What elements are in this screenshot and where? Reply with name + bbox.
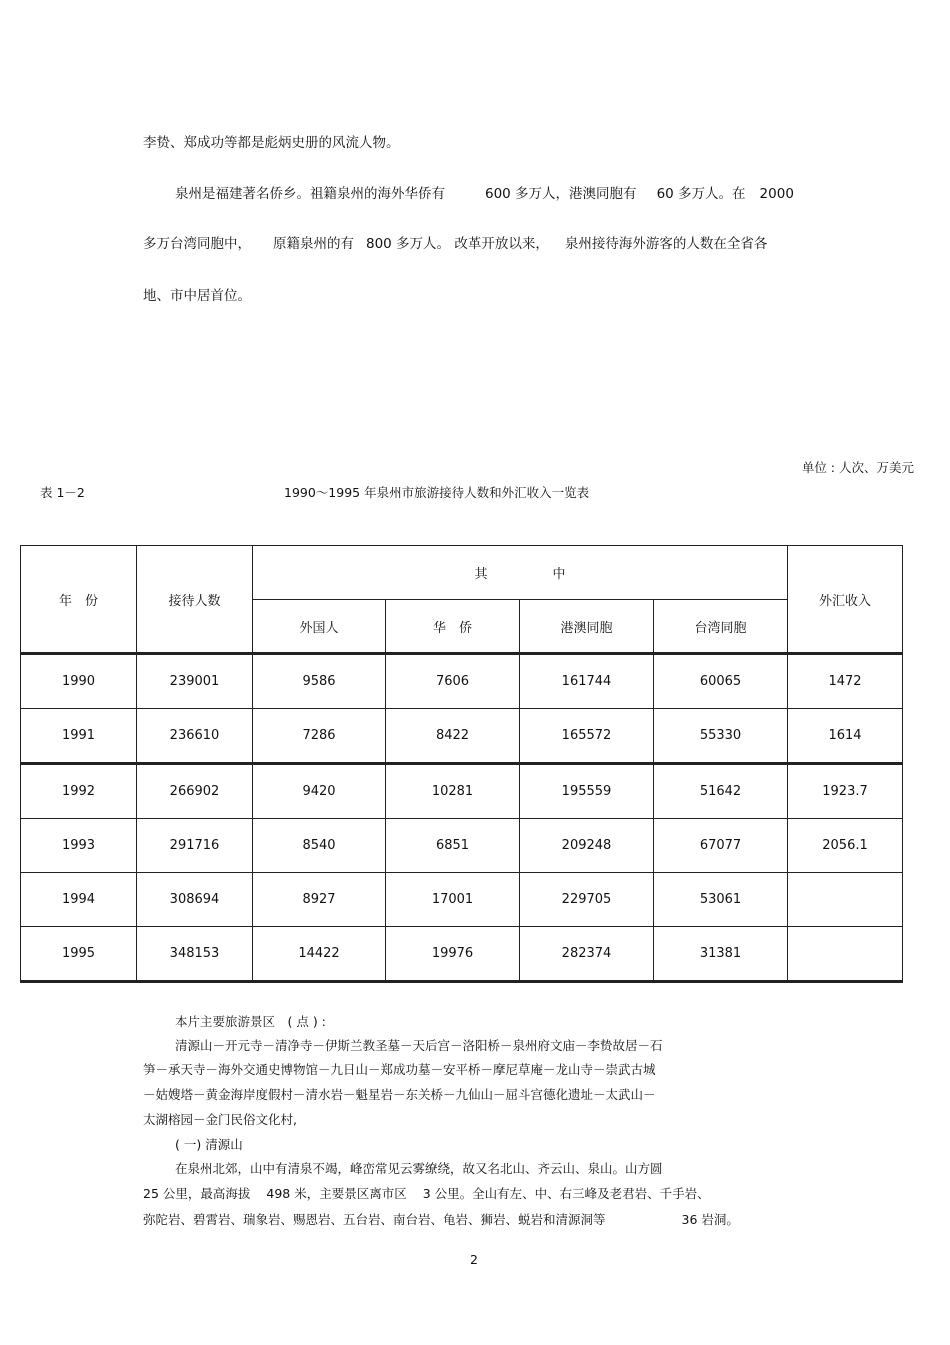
table-cell: 291716 (137, 819, 253, 873)
table-row (21, 654, 903, 709)
table-cell: 1472 (788, 654, 903, 709)
table-row (21, 764, 903, 819)
sub-heading: ( 一) 清源山 (175, 1137, 243, 1152)
table-row (21, 819, 903, 873)
table-cell: 229705 (520, 873, 654, 927)
table-cell: 1614 (788, 709, 903, 764)
table-cell: 8422 (386, 709, 520, 764)
table-cell: 161744 (520, 654, 654, 709)
text-span: 36 岩洞。 (681, 1212, 739, 1227)
table-cell: 31381 (654, 927, 788, 982)
table-cell: 239001 (137, 654, 253, 709)
text-span: 弥陀岩、碧霄岩、瑞象岩、赐恩岩、五台岩、南台岩、龟岩、狮岩、蜕岩和清源洞等 (143, 1212, 606, 1227)
table-cell: 9586 (253, 654, 386, 709)
table-cell: 10281 (386, 764, 520, 819)
table-cell: 55330 (654, 709, 788, 764)
table-cell (788, 873, 903, 927)
text-span: 600 多万人，港澳同胞有 (485, 186, 637, 202)
table-cell: 1994 (21, 873, 137, 927)
table-cell: 1991 (21, 709, 137, 764)
table-cell: 1993 (21, 819, 137, 873)
table-cell: 165572 (520, 709, 654, 764)
table-cell: 282374 (520, 927, 654, 982)
section-intro: 本片主要旅游景区 ( 点 ) : (175, 1014, 326, 1029)
header-visitors: 接待人数 (137, 546, 253, 654)
header-breakdown: 其 中 (253, 546, 788, 600)
table-cell: 60065 (654, 654, 788, 709)
table-cell: 67077 (654, 819, 788, 873)
table-cell: 19976 (386, 927, 520, 982)
text-span: 2000 (759, 186, 794, 202)
header-year: 年 份 (21, 546, 137, 654)
text-span: 泉州接待海外游客的人数在全省各 (564, 236, 768, 252)
table-cell: 17001 (386, 873, 520, 927)
text-span: 3 公里。全山有左、中、右三峰及老君岩、千手岩、 (422, 1186, 710, 1201)
table-cell: 7286 (253, 709, 386, 764)
header-overseas-chinese: 华 侨 (386, 600, 520, 654)
text-span: 25 公里，最高海拔 (143, 1186, 251, 1201)
paragraph-line (143, 131, 400, 151)
route-line: 笋－承天寺－海外交通史博物馆－九日山－郑成功墓－安平桥－摩尼草庵－龙山寺－崇武古城 (143, 1062, 656, 1077)
table-cell: 8927 (253, 873, 386, 927)
page-number: 2 (470, 1252, 478, 1267)
text-span: 60 多万人。在 (656, 186, 746, 202)
table-cell: 209248 (520, 819, 654, 873)
text-span: 原籍泉州的有 (273, 236, 354, 252)
text-span: 多万台湾同胞中， (143, 236, 251, 252)
header-hk-macao: 港澳同胞 (520, 600, 654, 654)
paragraph-line (143, 284, 251, 304)
paragraph-line (143, 1210, 739, 1228)
table-cell: 1995 (21, 927, 137, 982)
table-cell (788, 927, 903, 982)
tourism-statistics-table (20, 545, 903, 983)
table-cell: 8540 (253, 819, 386, 873)
table-cell: 51642 (654, 764, 788, 819)
text-span: 498 米，主要景区离市区 (266, 1186, 407, 1201)
paragraph-line (175, 182, 794, 202)
paragraph-line (143, 232, 767, 252)
header-foreigners: 外国人 (253, 600, 386, 654)
table-row (21, 927, 903, 982)
table-title: 1990～1995 年泉州市旅游接待人数和外汇收入一览表 (284, 485, 590, 500)
route-line: 清源山－开元寺－清净寺－伊斯兰教圣墓－天后宫－洛阳桥－泉州府文庙－李贽故居－石 (175, 1038, 663, 1053)
header-forex: 外汇收入 (788, 546, 903, 654)
table-cell: 7606 (386, 654, 520, 709)
header-taiwan: 台湾同胞 (654, 600, 788, 654)
paragraph-line: 在泉州北郊，山中有清泉不竭，峰峦常见云雾缭绕，故又名北山、齐云山、泉山。山方圆 (175, 1161, 663, 1176)
route-line: －姑嫂塔－黄金海岸度假村－清水岩－魁星岩－东关桥－九仙山－屈斗宫德化遗址－太武山－ (143, 1087, 656, 1102)
table-cell: 9420 (253, 764, 386, 819)
table-cell: 53061 (654, 873, 788, 927)
text-span: 泉州是福建著名侨乡。祖籍泉州的海外华侨有 (175, 186, 445, 202)
table-number: 表 1－2 (40, 485, 85, 500)
table-cell: 266902 (137, 764, 253, 819)
paragraph-line (143, 1184, 710, 1202)
table-header-row (21, 546, 903, 600)
route-line: 太湖榕园－金门民俗文化村, (143, 1112, 297, 1127)
table-cell: 1992 (21, 764, 137, 819)
table-cell: 2056.1 (788, 819, 903, 873)
table-cell: 6851 (386, 819, 520, 873)
text-span: 地、市中居首位。 (143, 288, 251, 304)
table-unit: 单位 : 人次、万美元 (801, 460, 914, 475)
table-row (21, 709, 903, 764)
text-span: 李贽、郑成功等都是彪炳史册的风流人物。 (143, 135, 400, 151)
table-cell: 236610 (137, 709, 253, 764)
table-cell: 1923.7 (788, 764, 903, 819)
table-cell: 308694 (137, 873, 253, 927)
table-cell: 14422 (253, 927, 386, 982)
text-span: 800 多万人。 改革开放以来， (366, 236, 549, 252)
table-cell: 348153 (137, 927, 253, 982)
table-row (21, 873, 903, 927)
table-cell: 195559 (520, 764, 654, 819)
table-cell: 1990 (21, 654, 137, 709)
